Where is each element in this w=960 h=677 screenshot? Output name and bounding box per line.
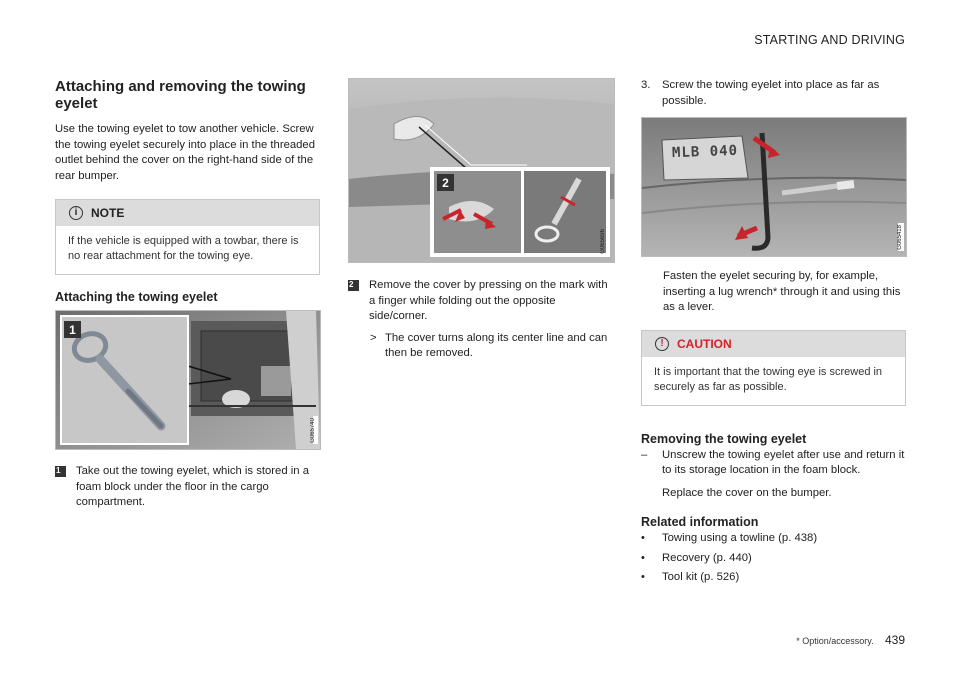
caution-header — [642, 331, 905, 357]
step-number: 3. — [641, 79, 651, 91]
remove-heading: Removing the towing eyelet — [641, 431, 807, 446]
related-link-text[interactable]: Tool kit (p. 526) — [662, 571, 740, 583]
page-title: Attaching and removing the towing eyelet — [55, 78, 306, 112]
image-badge: 1 — [64, 321, 81, 338]
caution-box — [641, 330, 906, 406]
bumper-illustration — [349, 79, 614, 262]
related-link-text[interactable]: Towing using a towline (p. 438) — [662, 532, 818, 544]
step-number: 2 — [348, 280, 359, 291]
bullet-symbol: • — [641, 532, 645, 544]
image-code: G065740 — [310, 418, 316, 443]
result-symbol: > — [370, 331, 377, 344]
remove-step-text: Unscrew the towing eyelet after use and return it to its storage location in the foam block. — [662, 448, 905, 476]
step-2 — [348, 278, 614, 325]
fasten-text: Fasten the eyelet securing by, for example, inserting a lug wrench* through it and using this as a lever. — [663, 270, 901, 313]
image-badge: 2 — [437, 174, 454, 191]
bumper-cover-image — [348, 78, 615, 263]
related-link[interactable] — [641, 570, 906, 586]
footnote: * Option/accessory. — [796, 636, 874, 646]
step-text: Take out the towing eyelet, which is stored in a foam block under the floor in the cargo compartment. — [76, 465, 309, 508]
attach-heading: Attaching the towing eyelet — [55, 290, 218, 304]
info-icon: i — [69, 206, 83, 220]
section-header: STARTING AND DRIVING — [754, 33, 905, 47]
related-link[interactable] — [641, 551, 906, 567]
column-2 — [348, 78, 614, 362]
image-code: G065696 — [600, 229, 606, 254]
screw-eyelet-image — [641, 117, 907, 257]
remove-step — [641, 448, 906, 479]
towing-eyelet-storage-image — [55, 310, 321, 450]
alert-icon: ! — [655, 337, 669, 351]
column-1 — [55, 78, 320, 511]
related-heading: Related information — [641, 515, 759, 529]
license-plate: MLB 040 — [671, 142, 739, 162]
replace-text: Replace the cover on the bumper. — [662, 486, 832, 499]
caution-label: CAUTION — [677, 336, 732, 351]
step-number: 1 — [55, 466, 66, 477]
related-list — [641, 531, 906, 586]
step-1 — [55, 464, 320, 511]
note-label: NOTE — [91, 206, 125, 220]
step-text: Screw the towing eyelet into place as far as possible. — [662, 79, 880, 107]
related-link-text[interactable]: Recovery (p. 440) — [662, 551, 752, 564]
page-footer — [796, 633, 905, 647]
bullet-symbol: • — [641, 571, 645, 583]
image-code: G065418 — [897, 225, 903, 250]
step-text: Remove the cover by pressing on the mark with a finger while folding out the opposite side/corner. — [369, 279, 608, 322]
eyelet-illustration — [642, 118, 906, 256]
note-header — [56, 200, 319, 226]
page-number: 439 — [884, 633, 905, 647]
related-link[interactable] — [641, 531, 906, 547]
result-text: The cover turns along its center line and can then be removed. — [385, 331, 608, 359]
intro-text: Use the towing eyelet to tow another vehicle. Screw the towing eyelet securely into place in the threaded outlet behind the cover on the right-hand side of the rear bumper. — [55, 123, 315, 182]
bullet-symbol: • — [641, 551, 645, 564]
cargo-illustration — [56, 311, 320, 449]
step-result — [348, 331, 614, 362]
note-text: If the vehicle is equipped with a towbar, there is no rear attachment for the towing eye. — [68, 235, 299, 262]
note-box — [55, 199, 320, 275]
column-3 — [641, 78, 906, 590]
caution-text: It is important that the towing eye is screwed in securely as far as possible. — [654, 365, 883, 393]
step-3 — [641, 78, 906, 109]
dash-symbol: – — [641, 448, 648, 461]
